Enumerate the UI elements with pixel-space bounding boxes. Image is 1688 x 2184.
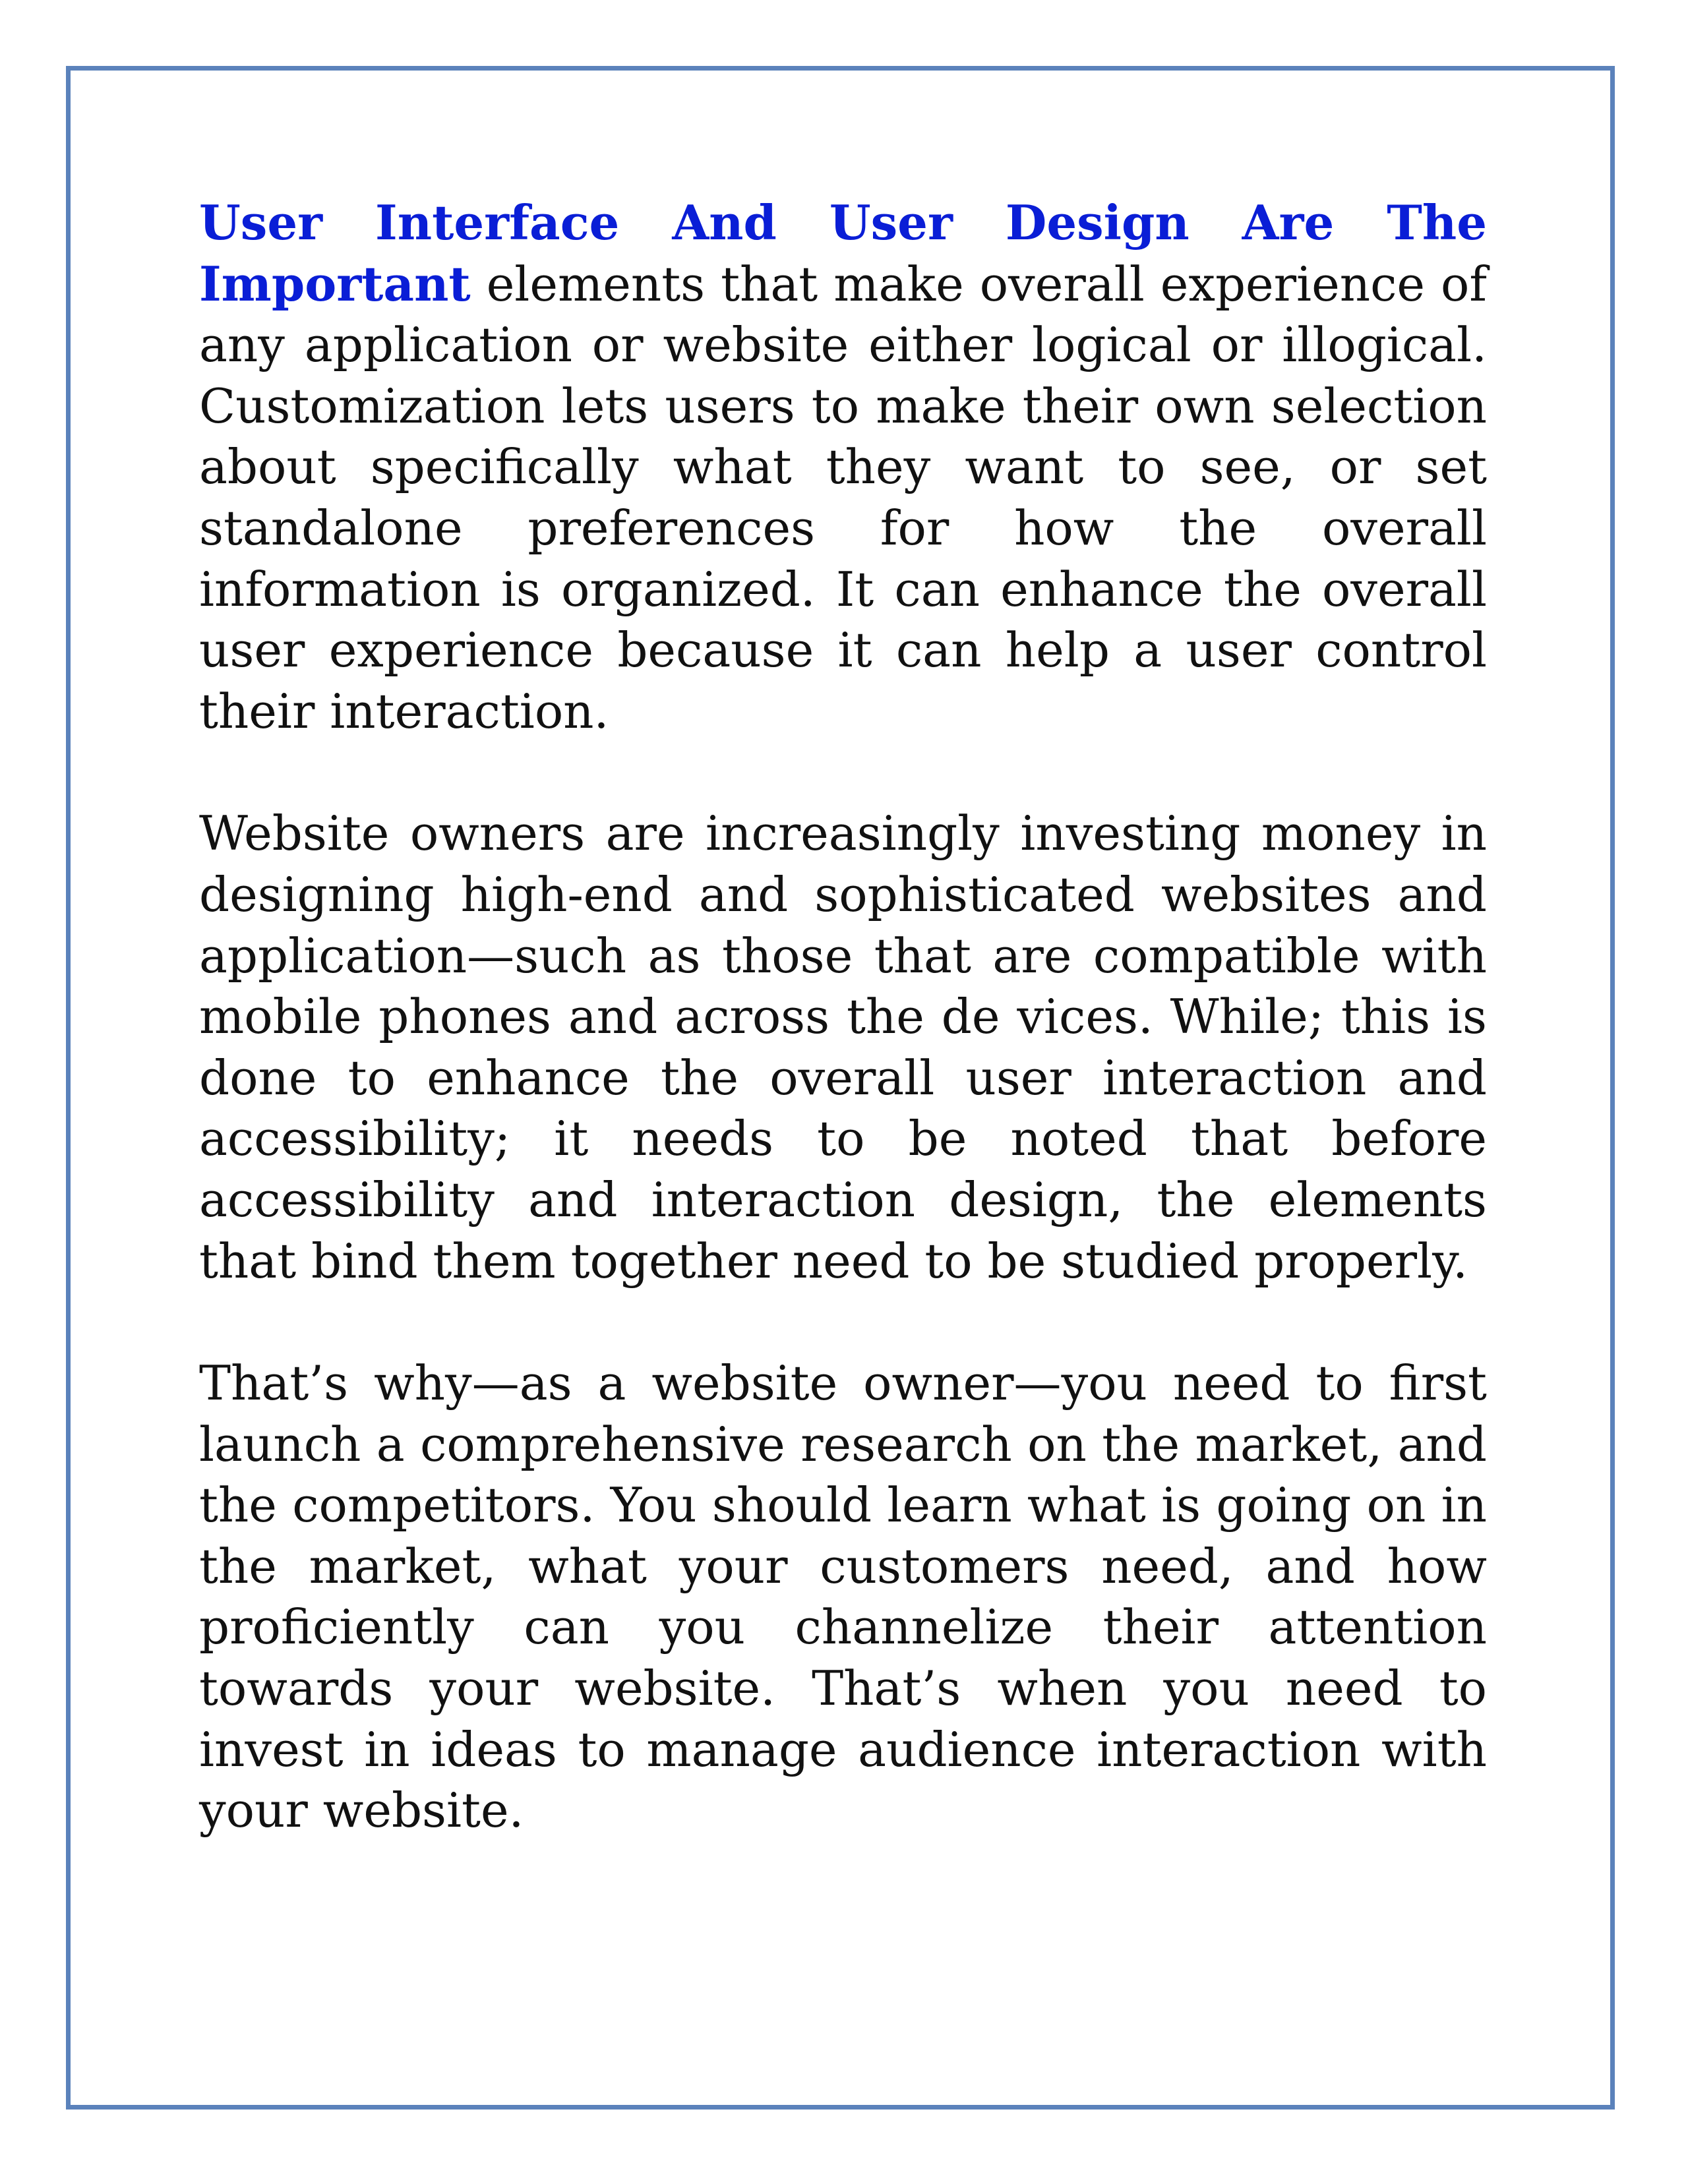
paragraph-1-text: elements that make overall experience of any application or website either logical or illogical. Customization lets users to make their own selection about specifically what they want to see, or set standalone preferences for how the overall information is organized. It can enhance the overall user experience because it can help a user control their interaction.: [199, 256, 1487, 739]
paragraph-2-text: Website owners are increasingly investing money in designing high-end and sophisticated websites and application—such as those that are compatible with mobile phones and across the de vices. While; this is done to enhance the overall user interaction and accessibility; it needs to be noted that before accessibility and interaction design, the elements that bind them together need to be studied properly.: [199, 806, 1487, 1289]
paragraph-3-text: That’s why—as a website owner—you need to first launch a comprehensive research on the market, and the competitors. You should learn what is going on in the market, what your customers need, and how proficiently can you channelize their attention towards your website. That’s when you need to invest in ideas to manage audience interaction with your website.: [199, 1355, 1487, 1839]
document-body: [199, 192, 1487, 1903]
paragraph-2: [199, 803, 1487, 1291]
paragraph-1-lead: User Interface And User Design Are The Important: [199, 194, 1487, 312]
paragraph-1: [199, 192, 1487, 742]
paragraph-3: [199, 1353, 1487, 1841]
